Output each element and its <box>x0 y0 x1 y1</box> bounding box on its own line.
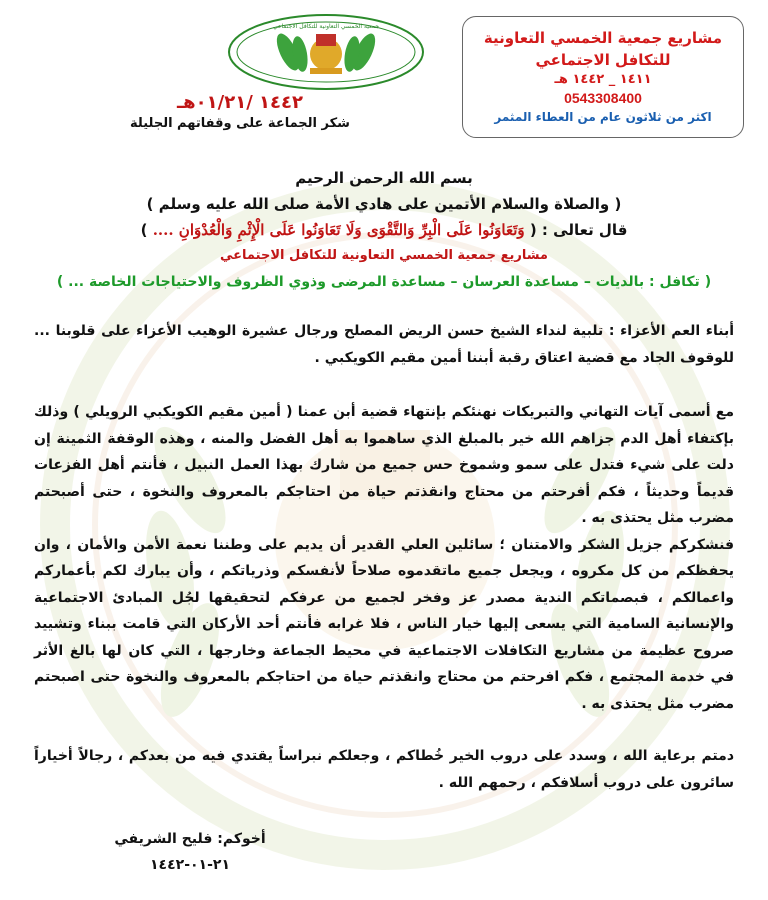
society-logo <box>226 12 426 92</box>
logo-caption: جمعية الخمسي التعاونية للتكافل الاجتماعي <box>272 23 380 30</box>
society-info-box <box>462 16 744 138</box>
box-years: ١٤١١ _ ١٤٤٢ هـ <box>554 72 652 87</box>
signature-name: أخوكم: فليح الشريفي <box>114 831 266 847</box>
letter-body <box>34 318 734 796</box>
box-tagline: اكثر من ثلاثون عام من العطاء المثمر <box>494 110 712 124</box>
box-subtitle: للتكافل الاجتماعي <box>535 51 671 69</box>
greeting-label: أبناء العم الأعزاء : <box>608 323 734 339</box>
header-date: ١٤٤٢ /٠١/٢١هـ <box>177 92 303 113</box>
verse-suffix: ) <box>140 221 148 239</box>
paragraph-2: مع أسمى آيات التهاني والتبريكات نهنئكم بإنتهاء قضية أبن عمنا ( أمين مقيم الكويكبي الرويلي ) وذلك بإكتفاء أهل الدم جزاهم الله خير بالمبلغ الذي ساهموا به أهل الفضل والمنه ، وهذه الوقفة الثمينة إن دلت على شيء فتدل على سمو وشموخ حس جميع من شارك بهذا العمل النبيل ، فأنتم أهل الفزعات قديماً وحديثاً ، فكم أفرحتم من محتاج وانقذتم حياة من احتاجكم بالمعروف والنخوة ، حتى أصبحتم مضرب مثل يحتذى به . <box>34 404 734 526</box>
takaful-line: ( تكافل : بالديات – مساعدة العرسان – مساعدة المرضى وذوي الظروف والاحتياجات الخاصة ... ) <box>56 274 712 290</box>
salat-line: ( والصلاة والسلام الأتمين على هادي الأمة صلى الله عليه وسلم ) <box>146 195 622 213</box>
box-title: مشاريع جمعية الخمسي التعاونية <box>483 29 723 47</box>
bismillah: بسم الله الرحمن الرحيم <box>295 169 473 187</box>
paragraph-4: دمتم برعاية الله ، وسدد على دروب الخير خُطاكم ، وجعلكم نبراساً يقتدي فيه من بعدكم ، رجالاً أخياراً سائرون على دروب أسلافكم ، رحمهم الله . <box>34 748 734 791</box>
verse-text: وَتَعَاوَنُوا عَلَى الْبِرِّ وَالتَّقْوَى وَلَا تَعَاوَنُوا عَلَى الْإِثْمِ وَالْعُدْوَانِ .... <box>152 221 525 239</box>
signature-date: ٢١-٠١-١٤٤٢ <box>150 857 230 873</box>
verse-line <box>40 217 728 243</box>
paragraph-3: فنشكركم جزيل الشكر والامتنان ؛ سائلين العلي القدير أن يديم على وطننا نعمة الأمن والأمان ، وان يحفظكم من كل مكروه ، ويجعل جميع ماتقدموه صلاحاً لأنفسكم وذرياتكم ، وأن يبارك لكم بأعماركم واعمالكم ، فبصماتكم الندية مصدر عز وفخر لجميع من عرفكم لتحقيقها لجُل المبادئ الاجتماعية والإنسانية السامية التي يسعى إليها خيار الناس ، فلا غرابه فأنتم أحد الأركان التي قامت ببناء وتشييد صروح عظيمة من مشاريع التكافلات الاجتماعية في محيط الجماعة وخارجها ، التي كان لها بالغ الأثر في خدمة المجتمع ، فكم افرحتم من محتاج وانقذتم حياة من احتاجكم بالمعروف والنخوة حتى اصبحتم مضرب مثل يحتذى به . <box>34 536 734 712</box>
paragraph-1-text: تلبية لنداء الشيخ حسن الريض المصلح ورجال عشيرة الوهيب الأعزاء على قلوبنا ... للوقوف الجاد مع قضية اعتاق رقبة أبننا أمين مقيم الكويكبي . <box>34 323 734 366</box>
intro-block <box>40 165 728 295</box>
projects-line: مشاريع جمعية الخمسي التعاونية للتكافل الاجتماعي <box>220 248 548 263</box>
signature-block <box>90 826 290 878</box>
logo-emblem-icon <box>226 12 426 92</box>
paragraph-1 <box>34 318 734 371</box>
header-thanks: شكر الجماعة على وقفاتهم الجليلة <box>130 116 350 131</box>
box-phone: 0543308400 <box>564 90 642 106</box>
verse-prefix: قال تعالى : ( <box>529 221 628 239</box>
